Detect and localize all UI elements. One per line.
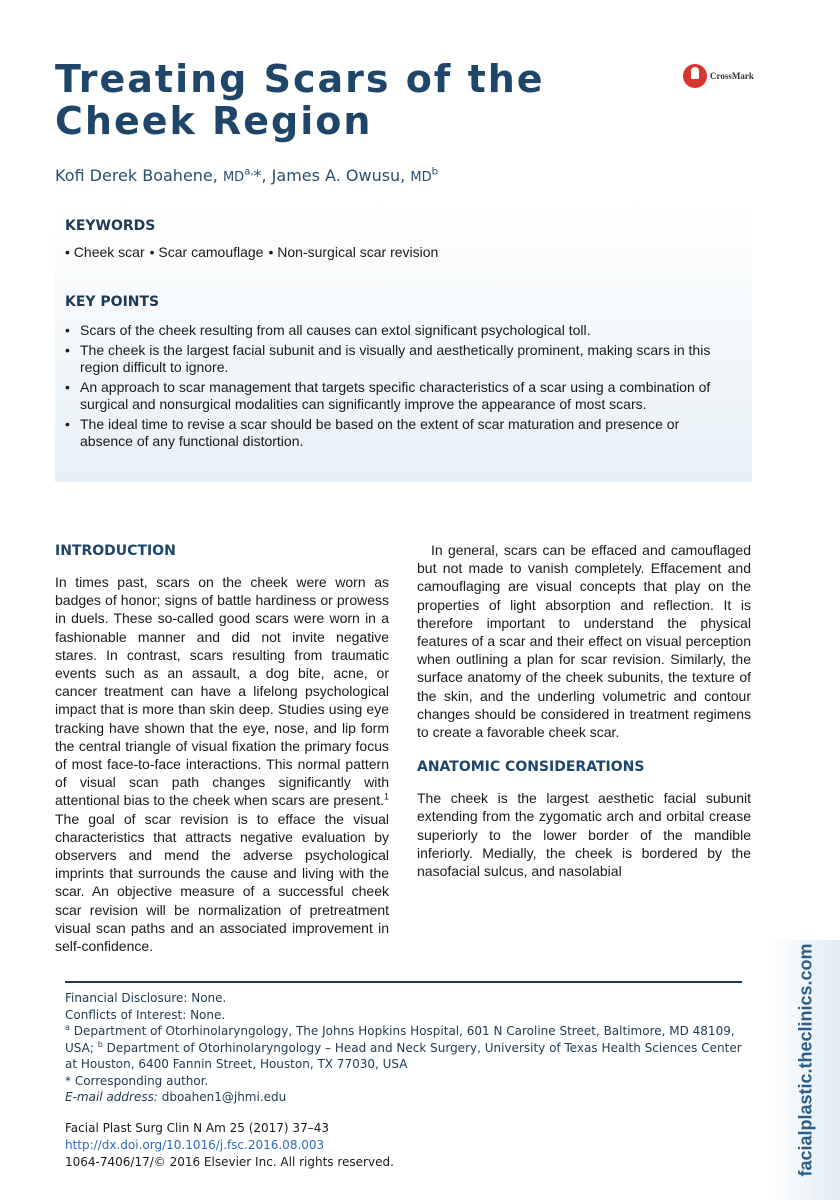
affiliation-b-marker: b bbox=[97, 1039, 103, 1049]
introduction-paragraph-2: In general, scars can be effaced and camouflaged but not made to vanish completely. Effacement and camouflaging are visual concepts that play on the properties of light absorption and reflection. It is therefore important to understand the physical features of a scar and their effect on visual perception when outlining a plan for scar revision. Similarly, the surface anatomy of the cheek subunits, the texture of the skin, and the underling volumetric and contour changes should be considered in treatment regimens to create a favorable cheek scar. bbox=[417, 542, 751, 741]
key-point-item: • The cheek is the largest facial subunit and is visually and aesthetically prominent, making scars in this region difficult to ignore. bbox=[65, 342, 735, 377]
crossmark-badge[interactable] bbox=[683, 64, 754, 88]
corresponding-author: * Corresponding author. bbox=[65, 1073, 209, 1088]
author-1-affiliation: a, bbox=[244, 166, 254, 178]
footnotes bbox=[65, 990, 745, 1106]
anatomic-paragraph-1: The cheek is the largest aesthetic facial subunit extending from the zygomatic arch and orbital crease superiorly to the lower border of the mandible inferiorly. Medially, the cheek is bordered by the nasofacial sulcus, and nasolabial bbox=[417, 790, 751, 880]
journal-citation: Facial Plast Surg Clin N Am 25 (2017) 37–43 bbox=[65, 1121, 329, 1135]
introduction-text-b: The goal of scar revision is to efface the visual characteristics that attracts negative evaluation by observers and mend the adverse psychological imprints that surrounds the cause and living with the scar. An objective measure of a successful cheek scar revision will be normalization of pretreatment visual scan paths and an associated improvement in self-confidence. bbox=[55, 810, 389, 955]
title-line-2: Cheek Region bbox=[55, 99, 373, 143]
anatomic-heading: ANATOMIC CONSIDERATIONS bbox=[417, 759, 645, 776]
crossmark-icon bbox=[683, 64, 707, 88]
article-title bbox=[55, 58, 615, 142]
key-points-heading: KEY POINTS bbox=[65, 294, 160, 310]
doi-link[interactable]: http://dx.doi.org/10.1016/j.fsc.2016.08.003 bbox=[65, 1138, 325, 1152]
citation-block bbox=[65, 1120, 394, 1171]
author-2-name: James A. Owusu, bbox=[271, 166, 411, 185]
corresponding-marker: * bbox=[253, 166, 262, 185]
email-address[interactable]: dboahen1@jhmi.edu bbox=[157, 1090, 287, 1104]
copyright-line: 1064-7406/17/© 2016 Elsevier Inc. All rights reserved. bbox=[65, 1155, 394, 1169]
key-point-item: • An approach to scar management that targets specific characteristics of a scar using a combination of surgical and nonsurgical modalities can significantly improve the appearance of most scars. bbox=[65, 379, 735, 414]
financial-disclosure: Financial Disclosure: None. bbox=[65, 991, 227, 1005]
author-1-name: Kofi Derek Boahene, bbox=[55, 166, 223, 185]
key-point-item: • Scars of the cheek resulting from all causes can extol significant psychological toll. bbox=[65, 322, 735, 340]
email-line bbox=[65, 1089, 745, 1106]
crossmark-label: CrossMark bbox=[710, 71, 754, 81]
keyword-item: • Cheek scar bbox=[65, 244, 145, 260]
email-label: E-mail address: bbox=[65, 1090, 158, 1104]
conflicts-of-interest: Conflicts of Interest: None. bbox=[65, 1007, 226, 1022]
introduction-text-a: In times past, scars on the cheek were worn as badges of honor; signs of battle hardiness or prowess in duels. These so-called good scars were worn in a fashionable manner and did not invite negative stares. In contrast, scars resulting from traumatic events such as an assault, a dog bite, acne, or cancer treatment can have a lifelong psychological impact that is more than skin deep. Studies using eye tracking have shown that the eye, nose, and lip form the central triangle of visual fixation the primary focus of most face-to-face interactions. This normal pattern of visual scan path changes significantly with attentional bias to the cheek when scars are present. bbox=[55, 574, 389, 809]
author-line bbox=[55, 166, 438, 185]
affiliation-b: Department of Otorhinolaryngology – Head and Neck Surgery, University of Texas Health Sciences Center at Houston, 6400 Fannin Street, Houston, TX 77030, USA bbox=[65, 1040, 742, 1071]
affiliations bbox=[65, 1023, 745, 1073]
column-left bbox=[55, 541, 389, 955]
footnote-divider bbox=[65, 981, 742, 983]
key-point-item: • The ideal time to revise a scar should be based on the extent of scar maturation and presence or absence of any functional distortion. bbox=[65, 416, 735, 451]
journal-website[interactable]: facialplastic.theclinics.com bbox=[795, 943, 816, 1177]
introduction-paragraph-1 bbox=[55, 573, 389, 955]
reference-1[interactable]: 1 bbox=[383, 791, 389, 802]
keywords-heading: KEYWORDS bbox=[65, 218, 156, 234]
author-separator: , bbox=[261, 166, 272, 185]
title-line-1: Treating Scars of the bbox=[55, 57, 545, 101]
affiliation-a-marker: a bbox=[65, 1023, 70, 1032]
summary-box bbox=[55, 200, 752, 482]
introduction-heading: INTRODUCTION bbox=[55, 543, 176, 559]
keywords-list bbox=[65, 244, 443, 260]
key-points-list bbox=[65, 322, 735, 453]
author-2-affiliation: b bbox=[431, 166, 438, 178]
author-2-degree: MD bbox=[410, 170, 432, 185]
keyword-item: • Non-surgical scar revision bbox=[268, 244, 438, 260]
affiliation-a: Department of Otorhinolaryngology, The Johns Hopkins Hospital, 601 N Caroline Street, Baltimore, MD 48109, USA; bbox=[65, 1024, 735, 1055]
column-right bbox=[417, 541, 751, 880]
keyword-item: • Scar camouflage bbox=[150, 244, 264, 260]
author-1-degree: MD bbox=[222, 170, 245, 185]
